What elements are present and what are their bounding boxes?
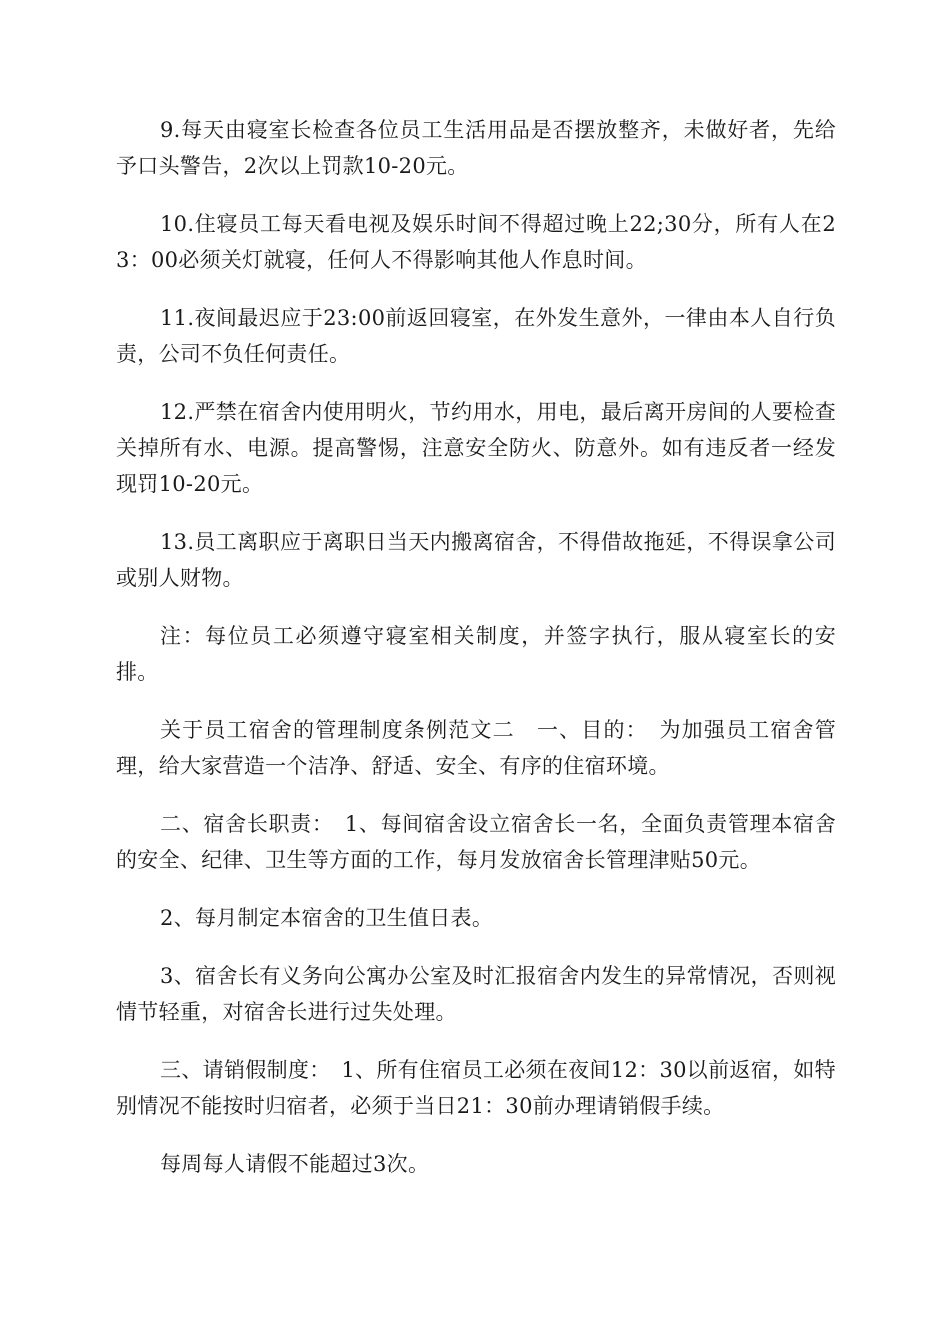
paragraph-rule-12: 12.严禁在宿舍内使用明火，节约用水，用电，最后离开房间的人要检查关掉所有水、电源。提高警惕，注意安全防火、防意外。如有违反者一经发现罚10-20元。 — [116, 400, 836, 496]
paragraph-report-duty: 3、宿舍长有义务向公寓办公室及时汇报宿舍内发生的异常情况，否则视情节轻重，对宿舍长进行过失处理。 — [116, 964, 836, 1024]
paragraph-leave-limit: 每周每人请假不能超过3次。 — [160, 1152, 430, 1176]
document-body — [116, 112, 836, 1204]
paragraph-note: 注：每位员工必须遵守寝室相关制度，并签字执行，服从寝室长的安排。 — [116, 624, 836, 684]
paragraph-leave-system: 三、请销假制度： 1、所有住宿员工必须在夜间12：30以前返宿，如特别情况不能按时归宿者，必须于当日21：30前办理请销假手续。 — [116, 1058, 836, 1118]
paragraph-rule-9: 9.每天由寝室长检查各位员工生活用品是否摆放整齐，未做好者，先给予口头警告，2次以上罚款10-20元。 — [116, 118, 836, 178]
paragraph-dorm-leader-duties: 二、宿舍长职责： 1、每间宿舍设立宿舍长一名，全面负责管理本宿舍的安全、纪律、卫生等方面的工作，每月发放宿舍长管理津贴50元。 — [116, 812, 836, 872]
paragraph-rule-13: 13.员工离职应于离职日当天内搬离宿舍，不得借故拖延，不得误拿公司或别人财物。 — [116, 530, 836, 590]
paragraph-rule-11: 11.夜间最迟应于23:00前返回寝室，在外发生意外，一律由本人自行负责，公司不负任何责任。 — [116, 306, 836, 366]
paragraph-sample-two-purpose: 关于员工宿舍的管理制度条例范文二 一、目的： 为加强员工宿舍管理，给大家营造一个洁净、舒适、安全、有序的住宿环境。 — [116, 718, 836, 778]
paragraph-duty-schedule: 2、每月制定本宿舍的卫生值日表。 — [160, 906, 494, 930]
paragraph-rule-10: 10.住寝员工每天看电视及娱乐时间不得超过晚上22;30分，所有人在23：00必须关灯就寝，任何人不得影响其他人作息时间。 — [116, 212, 836, 272]
